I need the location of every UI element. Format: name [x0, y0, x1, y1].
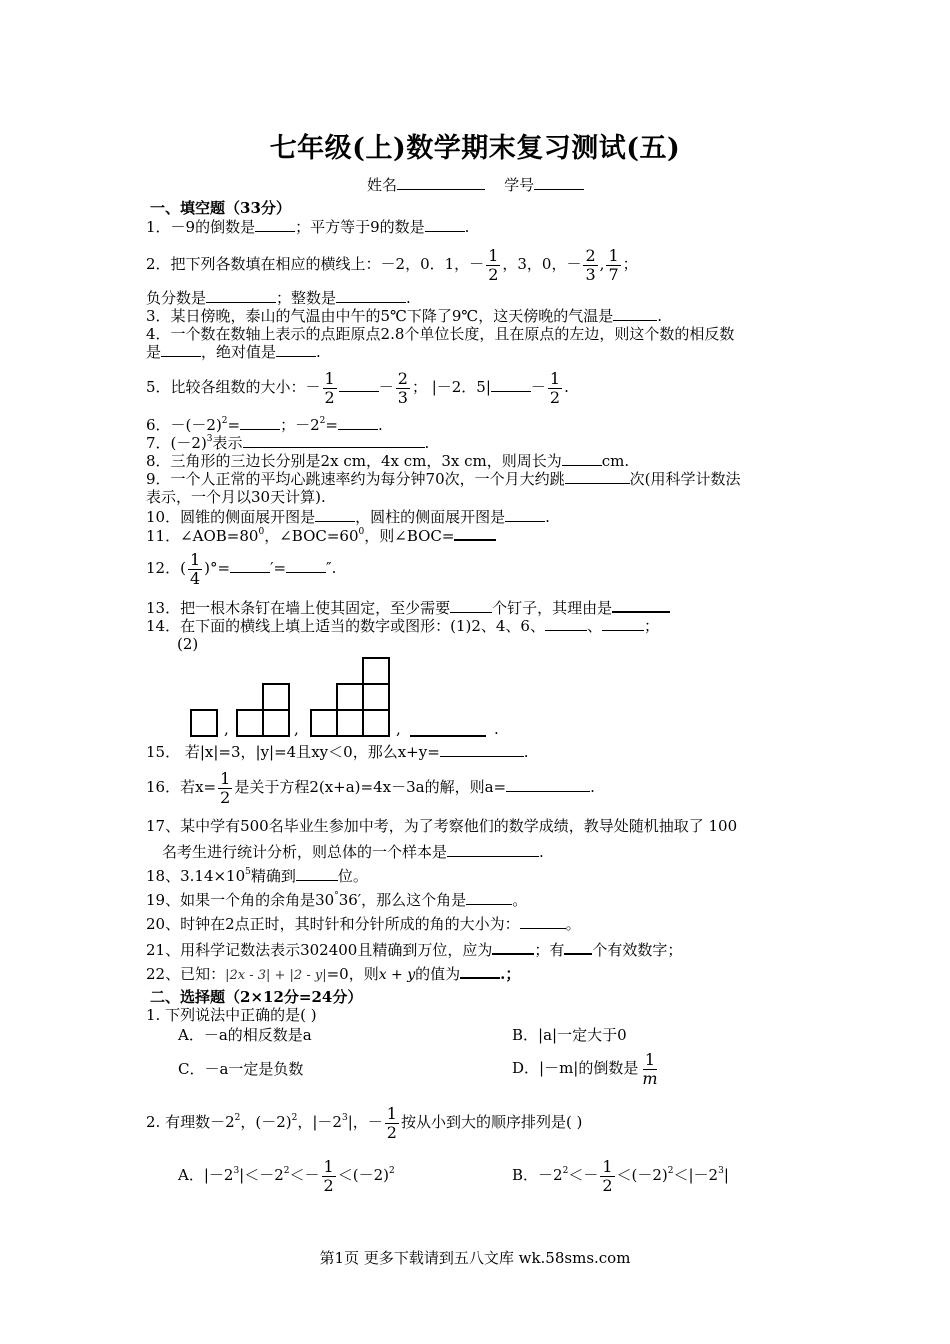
q1-text: 1．－9的倒数是: [146, 218, 256, 236]
q12-second-end: ″.: [326, 559, 337, 577]
q21-end: 个有效数字；: [592, 941, 683, 959]
q6-equals: =: [227, 416, 241, 434]
q6-blank-2[interactable]: [338, 416, 378, 430]
question-7: [146, 434, 429, 452]
question-18: [146, 867, 368, 885]
q13-text: 13．把一根木条钉在墙上使其固定，至少需要: [146, 599, 451, 617]
choice-1-option-a[interactable]: A．－a的相反数是a: [178, 1026, 312, 1044]
question-13: [146, 598, 670, 617]
q4-blank-1[interactable]: [161, 343, 201, 357]
name-label: 姓名: [367, 176, 398, 194]
c2-text-5: 按从小到大的顺序排列是( ): [400, 1113, 583, 1131]
q1-end: .: [464, 218, 470, 236]
square-2-2: [262, 709, 290, 737]
square-3-2: [336, 709, 364, 737]
q10-text: 10．圆锥的侧面展开图是: [146, 508, 316, 526]
section-fill-blank-heading: 一、填空题（33分）: [150, 199, 291, 217]
q13-text-2: 个钉子，其理由是: [492, 599, 613, 617]
question-9-line-2: 表示，一个月以30天计算).: [146, 488, 326, 506]
fraction-one-half: $\frac{1}{2}$: [386, 1103, 397, 1142]
q18-blank[interactable]: [296, 867, 338, 881]
c2a-exp-3: 2: [388, 1166, 395, 1176]
q18-end: 位。: [337, 867, 368, 885]
q11-text-2: ，∠BOC=60: [264, 527, 359, 545]
q17-blank[interactable]: [447, 843, 539, 857]
q22-xy-expression: x + y: [378, 967, 416, 983]
number-label: 学号: [504, 176, 535, 194]
q6-text-2: ；－2: [280, 416, 320, 434]
q22-expression: |2x - 3| + |2 - y|: [225, 968, 327, 983]
c2-exp-1: 2: [234, 1113, 241, 1123]
q8-blank[interactable]: [562, 452, 602, 466]
q10-blank-1[interactable]: [315, 508, 355, 522]
c2a-text-2: |＜－2: [239, 1166, 284, 1184]
q21-text: 21、用科学记数法表示302400且精确到万位，应为: [146, 941, 493, 959]
q7-exponent: 3: [206, 434, 213, 444]
c2-text: 2. 有理数－2: [146, 1113, 235, 1131]
fraction-one-over-m: $\frac{1}{m}$: [642, 1049, 658, 1088]
q18-text: 18、3.14×10: [146, 867, 246, 885]
question-10: [146, 508, 550, 526]
q22-text-2: =0，则: [326, 965, 379, 983]
question-5: [146, 367, 569, 407]
q19-text: 19、如果一个角的余角是30: [146, 891, 335, 909]
q7-text: 7．(－2): [146, 434, 207, 452]
choice-question-2: [146, 1102, 582, 1142]
q6-blank-1[interactable]: [240, 416, 280, 430]
q2-line2-end: .: [406, 289, 411, 307]
q6-text: 6．－(－2): [146, 416, 222, 434]
question-8: [146, 452, 629, 470]
c2b-text-3: ＜(－2): [616, 1166, 668, 1184]
square-3-4: [336, 683, 364, 711]
question-11: [146, 526, 496, 545]
q15-end: .: [523, 743, 529, 761]
q10-end: .: [545, 508, 550, 526]
q5-blank-1[interactable]: [339, 378, 379, 392]
c2a-exp-2: 2: [283, 1166, 290, 1176]
question-12: [146, 548, 336, 588]
q21-text-2: ；有: [534, 941, 565, 959]
square-3-5: [362, 683, 390, 711]
q13-blank-2[interactable]: [612, 598, 670, 613]
question-17-line-2: [162, 843, 544, 861]
section-multiple-choice-heading: 二、选择题（2×12分=24分）: [150, 988, 363, 1006]
q3-end: .: [657, 307, 662, 325]
c2a-exp-1: 3: [233, 1166, 240, 1176]
q14-end: ；: [643, 617, 659, 635]
square-3-3: [362, 709, 390, 737]
q7-end: .: [424, 434, 430, 452]
question-3: [146, 307, 662, 325]
q16-blank[interactable]: [506, 778, 590, 792]
c2a-text-4: ＜(－2): [337, 1166, 389, 1184]
q3-text: 3．某日傍晚，泰山的气温由中午的5℃下降了9℃，这天傍晚的气温是: [146, 307, 614, 325]
question-2: [146, 244, 638, 284]
q4-end: .: [316, 343, 321, 361]
q1-blank-1[interactable]: [255, 218, 295, 232]
q21-blank-2[interactable]: [564, 940, 592, 955]
square-1-1: [190, 709, 218, 737]
q8-text: 8．三角形的三边长分别是2x cm，4x cm，3x cm，则周长为: [146, 452, 562, 470]
q12-minute-equals: ′=: [270, 559, 287, 577]
q11-text-3: ，则∠BOC=: [364, 527, 455, 545]
q13-blank-1[interactable]: [450, 599, 492, 613]
question-4-line-2: [146, 343, 321, 361]
q4-text: 是: [146, 343, 162, 361]
q18-text-2: 精确到: [250, 867, 296, 885]
c2b-text-4: ＜|－2: [673, 1166, 719, 1184]
c2b-exp-2: 2: [667, 1166, 674, 1176]
q6-end: .: [377, 416, 383, 434]
q21-blank-1[interactable]: [492, 940, 534, 955]
q10-blank-2[interactable]: [505, 508, 545, 522]
q15-blank[interactable]: [440, 743, 524, 757]
page-title: 七年级(上)数学期末复习测试(五): [269, 133, 681, 164]
q1-text-2: ；平方等于9的数是: [295, 218, 425, 236]
fraction-one-half: $\frac{1}{2}$: [488, 245, 499, 284]
q11-degree-2: 0: [358, 527, 365, 537]
q6-equals-2: =: [325, 416, 338, 434]
figure-period: .: [494, 720, 499, 738]
q19-degree: °: [334, 891, 339, 901]
square-2-3: [262, 683, 290, 711]
q5-minus-2: －: [530, 378, 546, 396]
q15-text: 15． 若|x|=3，|y|=4且xy＜0，那么x+y=: [146, 743, 440, 761]
figure-comma-1: ,: [224, 720, 229, 738]
q19-text-2: 36′，那么这个角是: [338, 891, 467, 909]
q22-text: 22、已知：: [146, 965, 226, 983]
number-blank[interactable]: [534, 176, 584, 190]
page-footer: 第1页 更多下载请到五八文库 wk.58sms.com: [319, 1249, 631, 1267]
c2b-exp-1: 2: [562, 1166, 569, 1176]
q11-blank[interactable]: [454, 526, 496, 541]
question-1: [146, 218, 469, 236]
question-2-line-2: [146, 289, 411, 307]
q4-blank-2[interactable]: [276, 343, 316, 357]
question-21: [146, 940, 682, 959]
c2b-text-2: ＜－: [568, 1166, 599, 1184]
choice-2-option-b[interactable]: [512, 1155, 729, 1195]
c2a-text: A．|－2: [178, 1166, 234, 1184]
q12-text: 12．(: [146, 559, 186, 577]
student-info: [367, 176, 584, 194]
question-17: 17、某中学有500名毕业生参加中考，为了考察他们的数学成绩，教导处随机抽取了 100: [146, 817, 738, 835]
c2-text-2: ，(－2): [240, 1113, 292, 1131]
question-22: [146, 964, 520, 985]
figure-comma-2: ,: [294, 720, 299, 738]
fraction-two-thirds: $\frac{2}{3}$: [397, 368, 408, 407]
q14-text: 14．在下面的横线上填上适当的数字或图形：(1)2、4、6、: [146, 617, 545, 635]
q5-text-2: ； |－2．5|: [411, 378, 491, 396]
q11-degree-1: 0: [258, 527, 265, 537]
name-blank[interactable]: [397, 176, 485, 190]
c2-text-4: |，－: [347, 1113, 383, 1131]
c2-text-3: ，|－2: [297, 1113, 342, 1131]
q7-blank[interactable]: [243, 434, 425, 448]
question-6: [146, 416, 383, 434]
q10-text-2: ，圆柱的侧面展开图是: [355, 508, 506, 526]
q1-blank-2[interactable]: [425, 218, 465, 232]
q19-end: 。: [512, 891, 528, 909]
question-20: [146, 915, 581, 933]
q14-separator: 、: [586, 617, 602, 635]
q2-text-2: ，3，0，－: [502, 255, 582, 273]
question-9: [146, 470, 741, 488]
q16-text: 16．若x=: [146, 778, 217, 796]
q2-text: 2．把下列各数填在相应的横线上：－2，0．1，－: [146, 255, 485, 273]
q20-text: 20、时钟在2点正时，其时针和分针所成的角的大小为：: [146, 915, 520, 933]
q6-exponent-2: 2: [319, 416, 326, 426]
c2b-text-5: |: [723, 1166, 729, 1184]
choice-1-option-d[interactable]: [512, 1048, 662, 1088]
fraction-one-seventh: $\frac{1}{7}$: [608, 245, 619, 284]
q14-blank-1[interactable]: [545, 617, 587, 631]
fraction-two-thirds: $\frac{2}{3}$: [585, 245, 596, 284]
c2b-exp-3: 3: [718, 1166, 724, 1176]
choice-1-option-b[interactable]: B．|a|一定大于0: [512, 1026, 627, 1044]
q19-blank[interactable]: [466, 891, 512, 905]
c2-exp-3: 3: [341, 1113, 348, 1123]
choice-1-option-d-text: D．|－m|的倒数是: [512, 1059, 639, 1077]
question-4: 4．一个数在数轴上表示的点距原点2.8个单位长度，且在原点的左边，则这个数的相反数: [146, 325, 735, 343]
q12-blank-2[interactable]: [286, 559, 326, 573]
q3-blank[interactable]: [613, 307, 657, 321]
q14-figure-blank[interactable]: [410, 735, 486, 737]
fraction-one-quarter: $\frac{1}{4}$: [189, 549, 201, 588]
square-pattern-figure: [180, 654, 520, 744]
q5-text: 5．比较各组数的大小：－: [146, 378, 321, 396]
fraction-one-half: $\frac{1}{2}$: [602, 1156, 613, 1195]
q12-degree-equals: )°=: [204, 559, 231, 577]
q22-blank[interactable]: [460, 964, 500, 979]
q16-text-2: 是关于方程2(x+a)=4x－3a的解，则a=: [234, 778, 507, 796]
fraction-one-half: $\frac{1}{2}$: [324, 368, 335, 407]
question-14-part-2-label: (2): [177, 635, 199, 653]
choice-1-option-c[interactable]: C．－a一定是负数: [178, 1060, 304, 1078]
q2-blank-1[interactable]: [206, 289, 276, 303]
fraction-one-half: $\frac{1}{2}$: [549, 368, 561, 407]
q6-exponent: 2: [221, 416, 228, 426]
q22-end: .；: [500, 965, 521, 983]
q9-text-2: 次(用科学计数法: [629, 470, 741, 488]
fraction-one-half: $\frac{1}{2}$: [323, 1156, 334, 1195]
q18-exponent: 5: [245, 867, 251, 877]
question-19: [146, 891, 527, 909]
figure-comma-3: ,: [396, 720, 401, 738]
q5-minus: －: [378, 378, 394, 396]
q2-comma: ,: [599, 255, 605, 273]
c2a-text-3: ＜－: [289, 1166, 320, 1184]
q9-blank[interactable]: [565, 470, 630, 484]
q2-end: ；: [622, 255, 638, 273]
square-3-1: [310, 709, 338, 737]
question-14: [146, 617, 659, 635]
choice-2-option-a[interactable]: [178, 1155, 395, 1195]
q20-blank[interactable]: [520, 915, 566, 929]
q4-text-2: ，绝对值是: [201, 343, 277, 361]
q22-text-3: 的值为: [415, 965, 461, 983]
square-2-1: [236, 709, 264, 737]
q5-end: .: [564, 378, 569, 396]
c2-exp-2: 2: [291, 1113, 298, 1123]
q5-blank-2[interactable]: [491, 378, 531, 392]
q9-text: 9．一个人正常的平均心跳速率约为每分钟70次，一个月大约跳: [146, 470, 565, 488]
question-15: [146, 743, 529, 761]
q8-unit: cm.: [601, 452, 630, 470]
question-16: [146, 767, 595, 807]
q2-negative-fractions-label: 负分数是: [146, 289, 207, 307]
q17-end: .: [539, 843, 544, 861]
q12-blank-1[interactable]: [230, 559, 270, 573]
choice-question-1: 1. 下列说法中正确的是( ): [146, 1006, 317, 1024]
q7-text-2: 表示: [212, 434, 243, 452]
q2-blank-2[interactable]: [336, 289, 406, 303]
square-3-6: [362, 657, 390, 685]
q14-blank-2[interactable]: [602, 617, 644, 631]
q17-text: 名考生进行统计分析，则总体的一个样本是: [162, 843, 448, 861]
q16-end: .: [590, 778, 595, 796]
c2b-text: B．－2: [512, 1166, 563, 1184]
fraction-one-half: $\frac{1}{2}$: [220, 768, 231, 807]
q20-end: 。: [565, 915, 581, 933]
q11-text: 11．∠AOB=80: [146, 527, 259, 545]
q2-integers-label: ；整数是: [276, 289, 337, 307]
